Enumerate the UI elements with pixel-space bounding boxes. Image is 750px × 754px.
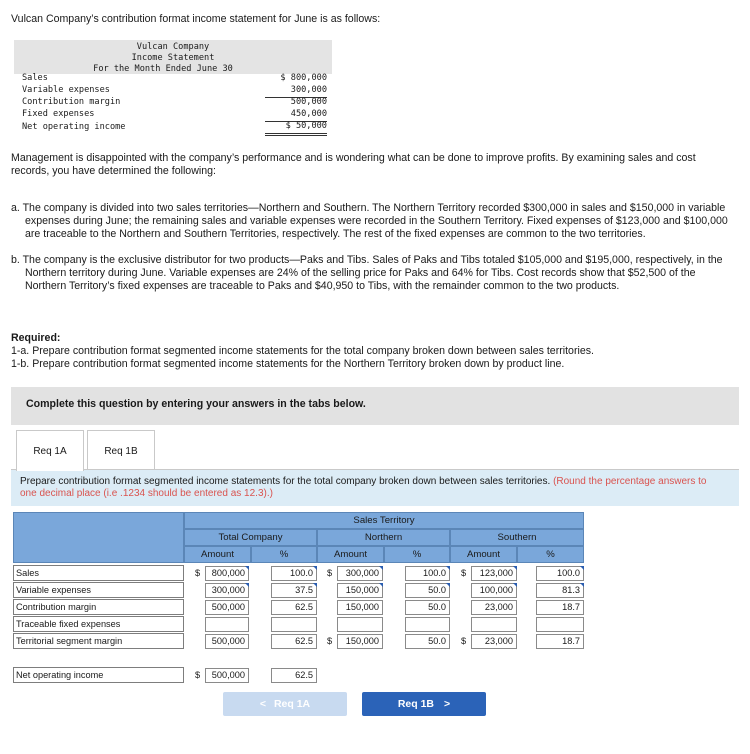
next-tab-button[interactable] <box>362 692 486 716</box>
instruction-note: (Round the percentage answers to one decimal place (i.e .1234 should be entered as 12.3).) <box>20 476 707 499</box>
total-amount-header: Amount <box>184 546 251 563</box>
sales-territory-header: Sales Territory <box>184 512 584 529</box>
total-margin-amount[interactable]: 500,000 <box>205 634 249 649</box>
total-company-header: Total Company <box>184 529 317 546</box>
table-label-header <box>13 512 184 563</box>
intro-text: Vulcan Company’s contribution format income statement for June is as follows: <box>11 13 381 25</box>
item-a: a. The company is divided into two sales territories—Northern and Southern. The Northern Territory recorded $300,000 in sales and $150,000 in variable expenses during June; the remaining sales and variable expenses were recorded in the Southern Territory. Fixed expenses of $123,000 and $100,000 are traceable to the Northern and Southern Territories, respectively. The rest of the fixed expenses are common to the two territories. <box>11 202 728 240</box>
south-amount-header: Amount <box>450 546 517 563</box>
is-value-variable: 300,000 <box>265 85 327 98</box>
is-value-fixed: 450,000 <box>265 109 327 122</box>
instruction-main: Prepare contribution format segmented income statements for the total company broken down between sales territories. <box>20 476 551 487</box>
instruction-text <box>20 476 720 500</box>
statement-title: Income Statement <box>131 53 215 63</box>
currency-south-margin: $ <box>461 636 467 646</box>
northern-header: Northern <box>317 529 450 546</box>
currency-total-sales: $ <box>195 568 201 578</box>
total-traceable-amount[interactable] <box>205 617 249 632</box>
next-tab-label: Req 1B <box>397 698 435 710</box>
total-sales-percent[interactable]: 100.0 <box>271 566 317 581</box>
north-sales-amount[interactable]: 300,000 <box>337 566 383 581</box>
chevron-right-icon: > <box>444 698 451 710</box>
item-b: b. The company is the exclusive distributor for two products—Paks and Tibs. Sales of Paks and Tibs totaled $105,000 and $195,000, respectively, in the Northern territory during June. Variable expenses are 24% of the selling price for Paks and 64% for Tibs. Cost records show that $52,500 of the Northern Territory’s fixed expenses are traceable to Paks and $40,950 to Tibs, with the remainder common to the two products. <box>11 254 723 292</box>
chevron-left-icon: < <box>259 698 266 710</box>
required-1b: 1-b. Prepare contribution format segmented income statements for the Northern Territory broken down by product line. <box>11 358 565 370</box>
south-sales-percent[interactable]: 100.0 <box>536 566 584 581</box>
prev-tab-label: Req 1A <box>273 698 311 710</box>
row-label-cm: Contribution margin <box>13 599 184 615</box>
total-cm-percent[interactable]: 62.5 <box>271 600 317 615</box>
is-label-sales: Sales <box>22 73 48 83</box>
is-label-noi: Net operating income <box>22 122 126 132</box>
north-percent-header: % <box>384 546 450 563</box>
south-cm-percent[interactable]: 18.7 <box>536 600 584 615</box>
total-group-top <box>184 512 317 529</box>
south-cm-amount[interactable]: 23,000 <box>471 600 517 615</box>
required-heading: Required: <box>11 332 61 344</box>
is-value-noi: $ 50,000 <box>265 121 327 136</box>
prev-tab-button[interactable] <box>223 692 347 716</box>
north-variable-amount[interactable]: 150,000 <box>337 583 383 598</box>
is-label-cm: Contribution margin <box>22 97 121 107</box>
south-percent-header: % <box>517 546 584 563</box>
row-label-sales: Sales <box>13 565 184 581</box>
south-variable-percent[interactable]: 81.3 <box>536 583 584 598</box>
is-value-cm: 500,000 <box>290 97 327 107</box>
total-noi-percent[interactable]: 62.5 <box>271 668 317 683</box>
north-traceable-percent[interactable] <box>405 617 450 632</box>
management-text: Management is disappointed with the company’s performance and is wondering what can be done to improve profits. By examining sales and cost records, you have determined the following: <box>11 152 696 177</box>
south-margin-amount[interactable]: 23,000 <box>471 634 517 649</box>
tab-req-1b[interactable]: Req 1B <box>87 430 155 471</box>
south-sales-amount[interactable]: 123,000 <box>471 566 517 581</box>
total-margin-percent[interactable]: 62.5 <box>271 634 317 649</box>
row-label-variable: Variable expenses <box>13 582 184 598</box>
north-margin-percent[interactable]: 50.0 <box>405 634 450 649</box>
row-label-segment-margin: Territorial segment margin <box>13 633 184 649</box>
north-sales-percent[interactable]: 100.0 <box>405 566 450 581</box>
total-traceable-percent[interactable] <box>271 617 317 632</box>
north-amount-header: Amount <box>317 546 384 563</box>
total-sales-amount[interactable]: 800,000 <box>205 566 249 581</box>
total-percent-header: % <box>251 546 317 563</box>
is-value-sales: $ 800,000 <box>280 73 327 83</box>
is-label-variable: Variable expenses <box>22 85 110 95</box>
north-cm-percent[interactable]: 50.0 <box>405 600 450 615</box>
statement-company: Vulcan Company <box>136 42 210 52</box>
total-cm-amount[interactable]: 500,000 <box>205 600 249 615</box>
total-variable-percent[interactable]: 37.5 <box>271 583 317 598</box>
south-variable-amount[interactable]: 100,000 <box>471 583 517 598</box>
south-traceable-percent[interactable] <box>536 617 584 632</box>
currency-north-sales: $ <box>327 568 333 578</box>
currency-south-sales: $ <box>461 568 467 578</box>
total-noi-amount[interactable]: 500,000 <box>205 668 249 683</box>
north-traceable-amount[interactable] <box>337 617 383 632</box>
tab-req-1a[interactable]: Req 1A <box>16 430 84 471</box>
south-margin-percent[interactable]: 18.7 <box>536 634 584 649</box>
row-label-noi: Net operating income <box>13 667 184 683</box>
north-cm-amount[interactable]: 150,000 <box>337 600 383 615</box>
is-label-fixed: Fixed expenses <box>22 109 95 119</box>
required-1a: 1-a. Prepare contribution format segmented income statements for the total company broken down between sales territories. <box>11 345 594 357</box>
total-variable-amount[interactable]: 300,000 <box>205 583 249 598</box>
south-traceable-amount[interactable] <box>471 617 517 632</box>
currency-north-margin: $ <box>327 636 333 646</box>
currency-total-noi: $ <box>195 670 201 680</box>
row-label-traceable: Traceable fixed expenses <box>13 616 184 632</box>
statement-period: For the Month Ended June 30 <box>93 64 233 74</box>
southern-header: Southern <box>450 529 584 546</box>
complete-text: Complete this question by entering your answers in the tabs below. <box>26 398 366 410</box>
north-variable-percent[interactable]: 50.0 <box>405 583 450 598</box>
north-margin-amount[interactable]: 150,000 <box>337 634 383 649</box>
